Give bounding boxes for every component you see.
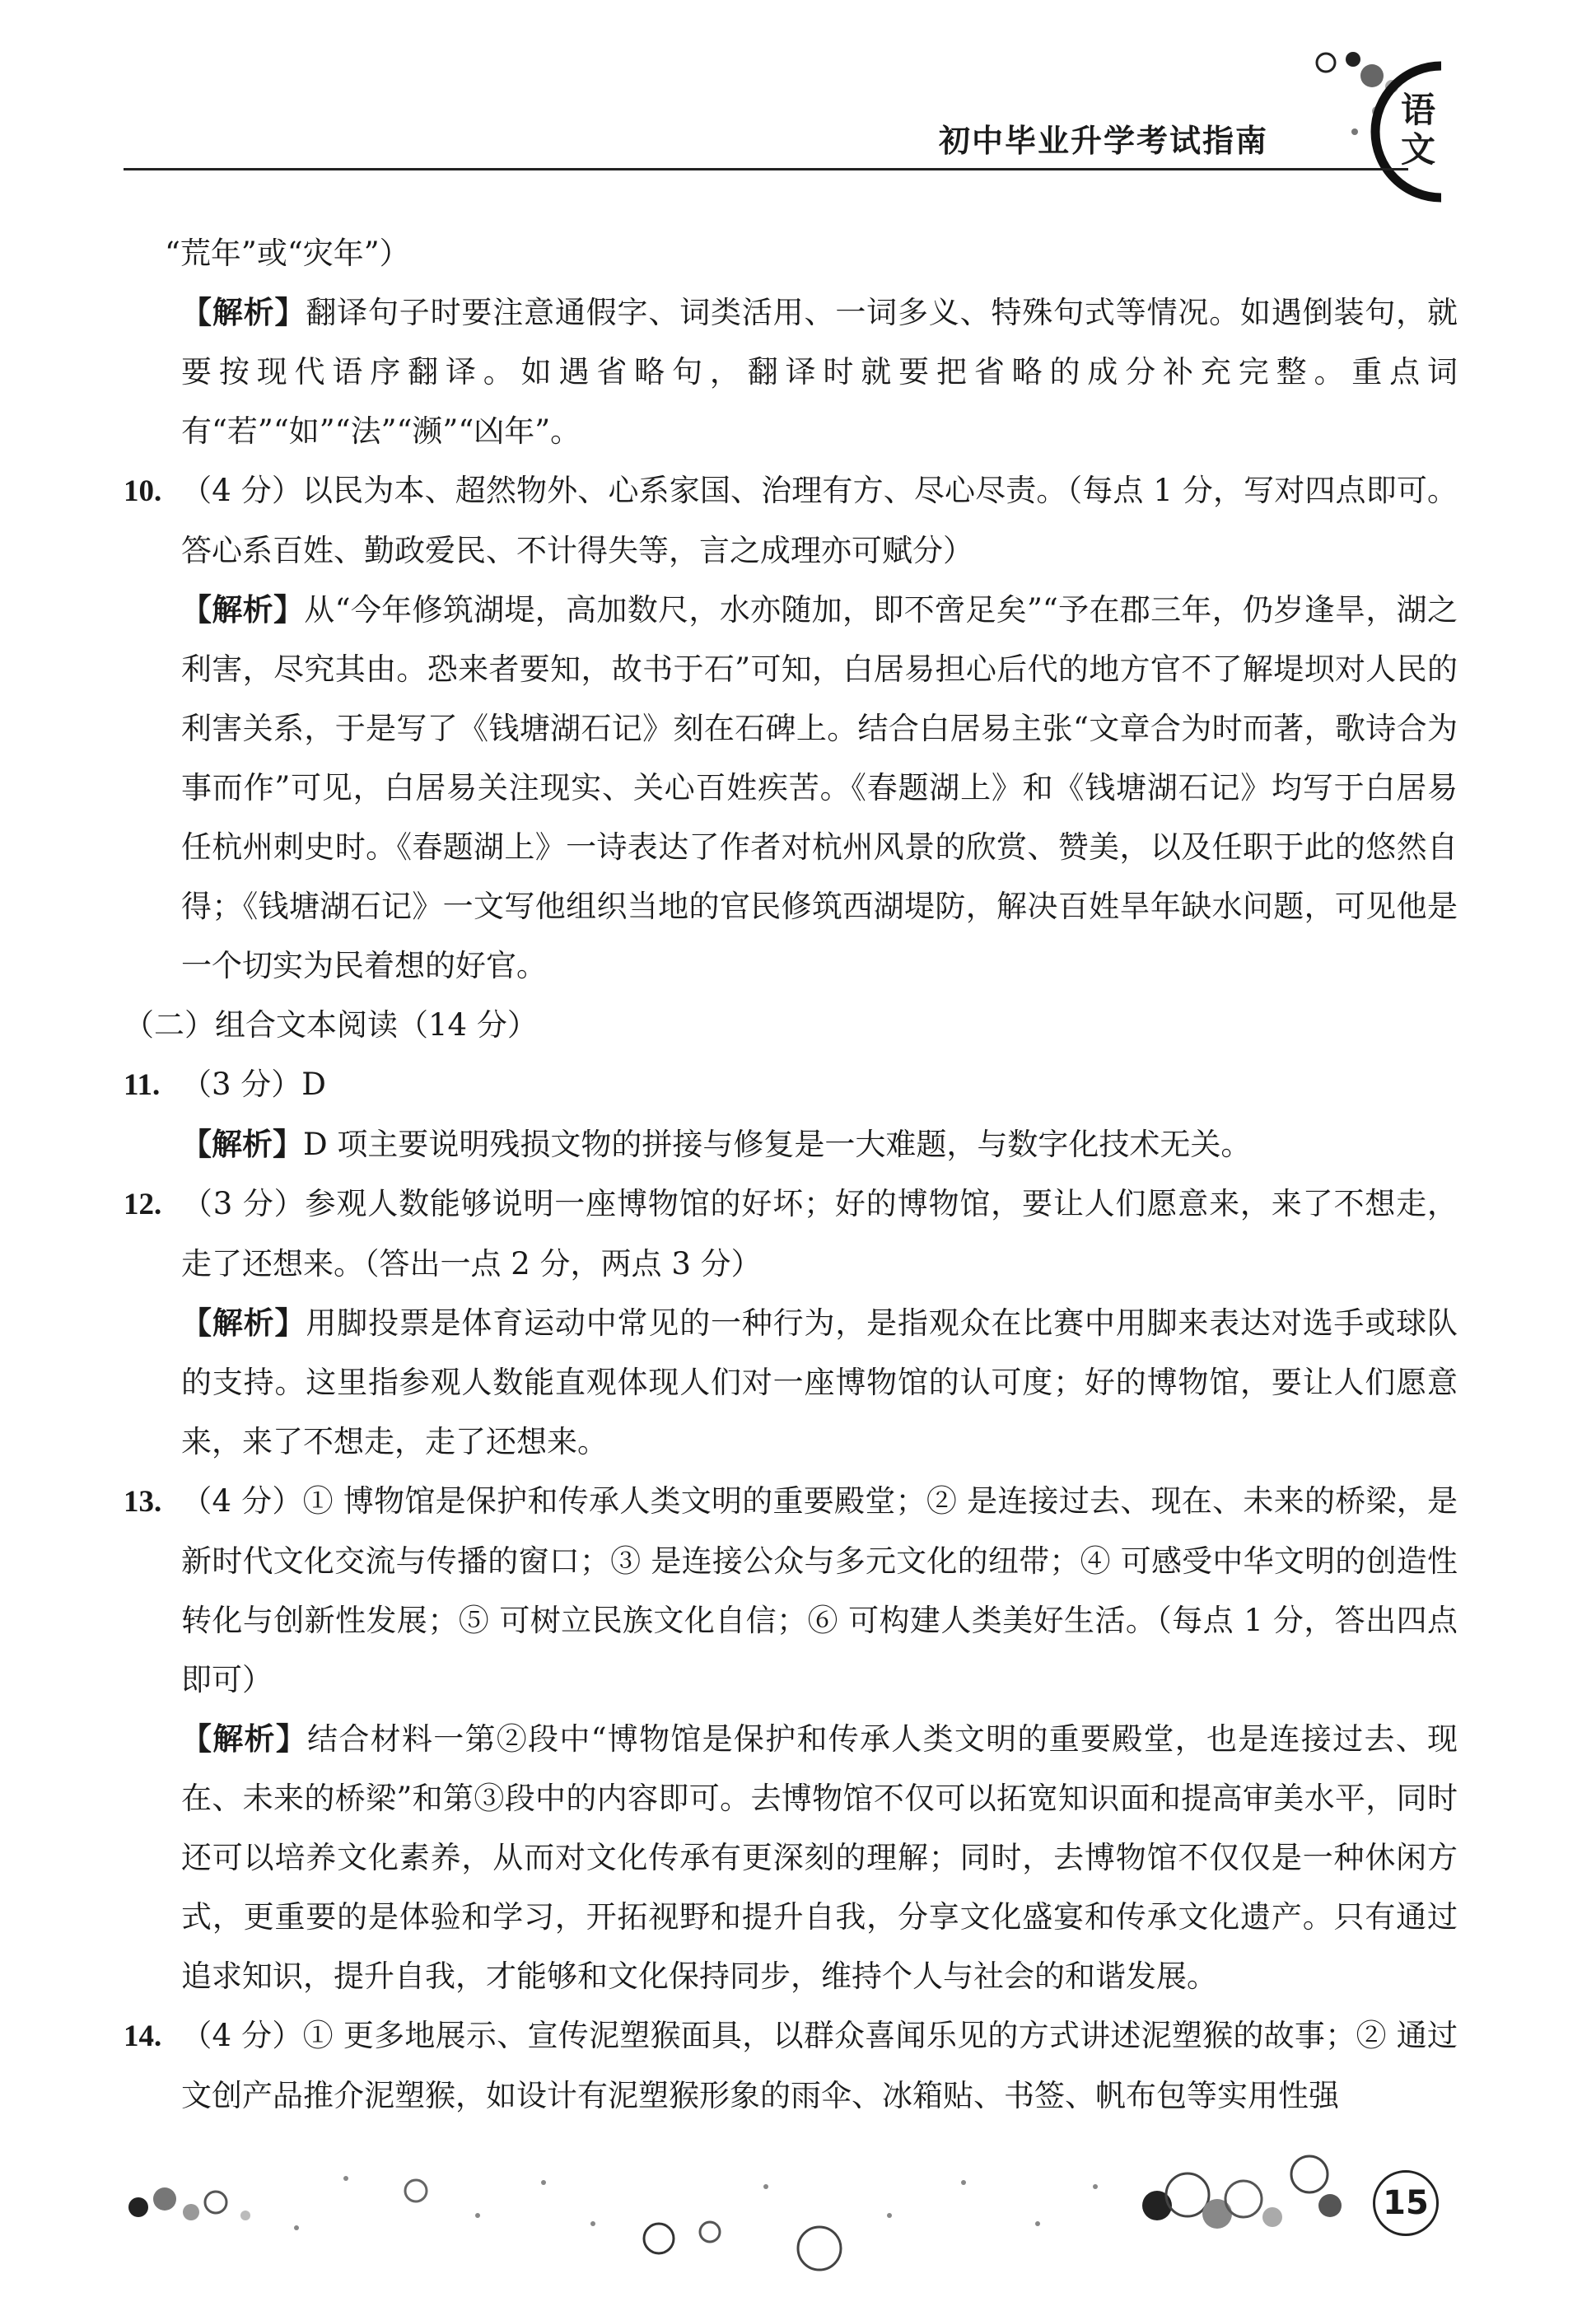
analysis-paragraph — [124, 283, 1458, 461]
question-answer — [124, 2006, 1458, 2126]
analysis-paragraph — [124, 581, 1458, 996]
answer-text: （4 分）① 博物馆是保护和传承人类文明的重要殿堂；② 是连接过去、现在、未来的桥梁，是新时代文化交流与传播的窗口；③ 是连接公众与多元文化的纽带；④ 可感受中华文明的创造性转化与创新性发展；⑤ 可树立民族文化自信；⑥ 可构建人类美好生活。（每点 1 分，答出四点即可） — [181, 1483, 1458, 1697]
analysis-paragraph — [124, 1115, 1458, 1174]
header-subject: 语文 — [1400, 90, 1435, 170]
analysis-text: D 项主要说明残损文物的拼接与修复是一大难题，与数字化技术无关。 — [303, 1127, 1252, 1162]
analysis-paragraph — [124, 1294, 1458, 1472]
question-answer — [124, 1472, 1458, 1710]
question-number: 10. — [124, 474, 162, 508]
answer-text: （4 分）① 更多地展示、宣传泥塑猴面具，以群众喜闻乐见的方式讲述泥塑猴的故事；② 通过文创产品推介泥塑猴，如设计有泥塑猴形象的雨伞、冰箱贴、书签、帆布包等实用性强 — [181, 2018, 1458, 2113]
answer-text: （4 分）以民为本、超然物外、心系家国、治理有方、尽心尽责。（每点 1 分，写对四点即可。答心系百姓、勤政爱民、不计得失等，言之成理亦可赋分） — [181, 473, 1458, 568]
analysis-text: 翻译句子时要注意通假字、词类活用、一词多义、特殊句式等情况。如遇倒装句，就要按现代语序翻译。如遇省略句，翻译时就要把省略的成分补充完整。重点词有“若”“如”“法”“濒”“凶年”。 — [181, 295, 1458, 449]
analysis-tag: 【解析】 — [181, 1127, 303, 1162]
analysis-tag: 【解析】 — [181, 295, 306, 330]
analysis-tag: 【解析】 — [181, 1305, 306, 1341]
answer-text: （3 分）D — [181, 1067, 326, 1102]
question-answer — [124, 1174, 1458, 1294]
analysis-tag: 【解析】 — [181, 1721, 308, 1757]
question-number: 13. — [124, 1485, 162, 1519]
page-number: 15 — [1373, 2170, 1439, 2236]
section-heading: （二）组合文本阅读（14 分） — [124, 1007, 538, 1043]
question-number: 12. — [124, 1188, 162, 1221]
question-number: 14. — [124, 2019, 162, 2053]
analysis-text: 用脚投票是体育运动中常见的一种行为，是指观众在比赛中用脚来表达对选手或球队的支持。这里指参观人数能直观体现人们对一座博物馆的认可度；好的博物馆，要让人们愿意来，来了不想走，走了还想来。 — [181, 1305, 1458, 1459]
continuation-line: “荒年”或“灾年”） — [165, 236, 410, 271]
question-answer — [124, 461, 1458, 581]
footer-decoration-icon — [128, 2156, 1342, 2270]
answer-text: （3 分）参观人数能够说明一座博物馆的好坏；好的博物馆，要让人们愿意来，来了不想走，走了还想来。（答出一点 2 分，两点 3 分） — [181, 1186, 1458, 1282]
analysis-text: 结合材料一第②段中“博物馆是保护和传承人类文明的重要殿堂，也是连接过去、现在、未来的桥梁”和第③段中的内容即可。去博物馆不仅可以拓宽知识面和提高审美水平，同时还可以培养文化素养，从而对文化传承有更深刻的理解；同时，去博物馆不仅仅是一种休闲方式，更重要的是体验和学习，开拓视野和提升自我，分享文化盛宴和传承文化遗产。只有通过追求知识，提升自我，才能够和文化保持同步，维持个人与社会的和谐发展。 — [181, 1721, 1458, 1994]
question-number: 11. — [124, 1068, 161, 1102]
analysis-tag: 【解析】 — [181, 592, 305, 628]
answer-content — [124, 224, 1458, 2126]
header-title: 初中毕业升学考试指南 — [939, 123, 1269, 159]
question-answer — [124, 1055, 1458, 1115]
analysis-text: 从“今年修筑湖堤，高加数尺，水亦随加，即不啻足矣”“予在郡三年，仍岁逢旱，湖之利害，尽究其由。恐来者要知，故书于石”可知，白居易担心后代的地方官不了解堤坝对人民的利害关系，于是写了《钱塘湖石记》刻在石碑上。结合白居易主张“文章合为时而著，歌诗合为事而作”可见，白居易关注现实、关心百姓疾苦。《春题湖上》和《钱塘湖石记》均写于白居易任杭州刺史时。《春题湖上》一诗表达了作者对杭州风景的欣赏、赞美，以及任职于此的悠然自得；《钱塘湖石记》一文写他组织当地的官民修筑西湖堤防，解决百姓旱年缺水问题，可见他是一个切实为民着想的好官。 — [181, 592, 1458, 983]
analysis-paragraph — [124, 1710, 1458, 2006]
header-divider — [124, 168, 1408, 170]
